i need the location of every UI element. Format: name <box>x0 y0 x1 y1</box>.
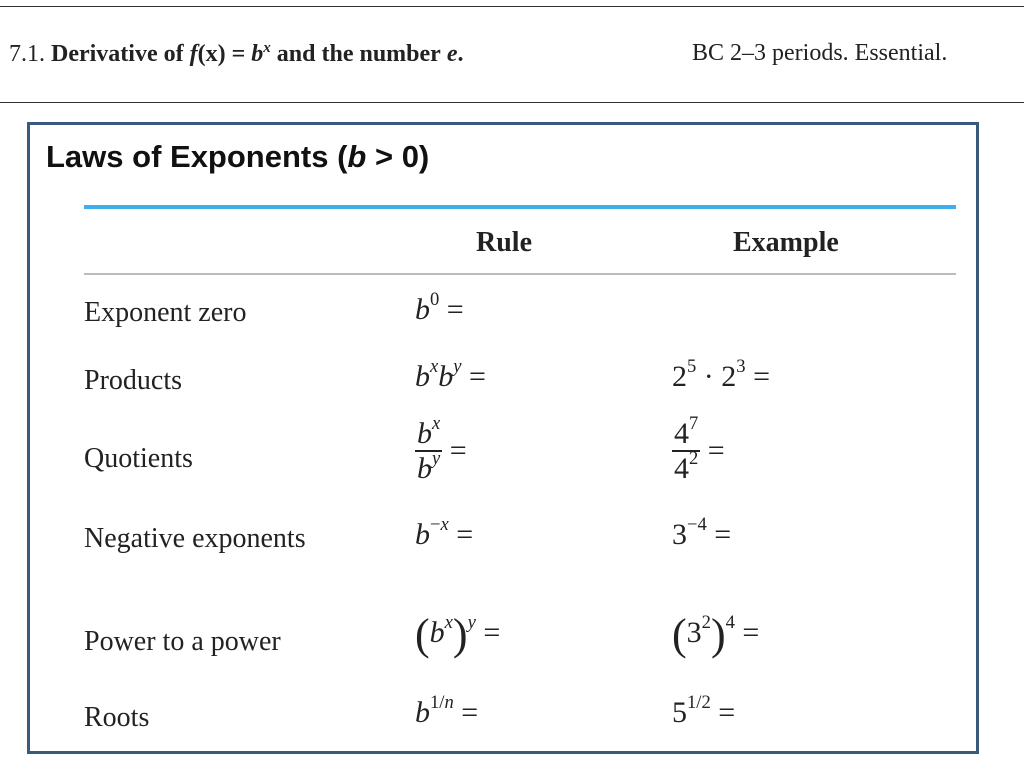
table-header-divider <box>84 273 956 275</box>
panel-title-prefix: Laws of Exponents ( <box>46 139 348 174</box>
example-roots: $5^{1/2}$ = <box>672 692 736 729</box>
laws-of-exponents-panel <box>27 122 979 754</box>
rule-roots: $b^{1/n}$ = <box>415 692 479 729</box>
column-header-example: Example <box>733 227 839 258</box>
row-label-products: Products <box>84 365 182 396</box>
example-power-to-a-power: $(3^2)^4$ = <box>672 610 760 659</box>
rule-products: $b^xb^y$ = <box>415 356 486 393</box>
section-header <box>9 40 1019 70</box>
section-title-end: . <box>457 41 464 67</box>
section-title-e: e <box>446 41 458 67</box>
example-products: $2^5 \cdot 2^3$ = <box>672 356 771 393</box>
section-meta: BC 2–3 periods. Essential. <box>692 40 948 66</box>
example-negative-exponents: $3^{-4}$ = <box>672 514 732 551</box>
section-formula-f: f <box>189 41 198 67</box>
column-header-rule: Rule <box>476 227 532 258</box>
panel-title-suffix: > 0) <box>366 139 430 174</box>
panel-title <box>46 139 429 175</box>
rule-negative-exponents: $b^{-x}$ = <box>415 514 474 551</box>
section-formula-b: b <box>251 41 264 67</box>
section-formula-x: (x) = <box>197 41 252 67</box>
panel-title-var: b <box>347 139 367 174</box>
row-label-exponent-zero: Exponent zero <box>84 297 247 328</box>
table-top-accent-line <box>84 205 956 209</box>
row-label-roots: Roots <box>84 702 150 733</box>
rule-exponent-zero: $b^0$ = <box>415 289 464 326</box>
row-label-negative-exponents: Negative exponents <box>84 523 306 554</box>
section-formula-exp: x <box>263 40 271 56</box>
example-quotients: $\frac{4^7}{4^2}$ = <box>674 413 725 485</box>
header-top-rule <box>0 6 1024 7</box>
section-number: 7.1. <box>9 41 45 67</box>
row-label-quotients: Quotients <box>84 443 193 474</box>
rule-power-to-a-power: $(b^x)^y$ = <box>415 610 501 659</box>
section-title-suffix: and the number <box>276 41 441 67</box>
section-title-prefix: Derivative of <box>51 41 184 67</box>
header-bottom-rule <box>0 102 1024 103</box>
rule-quotients: $\frac{b^x}{b^y}$ = <box>417 413 467 485</box>
row-label-power-to-a-power: Power to a power <box>84 626 281 657</box>
section-title <box>9 40 463 68</box>
